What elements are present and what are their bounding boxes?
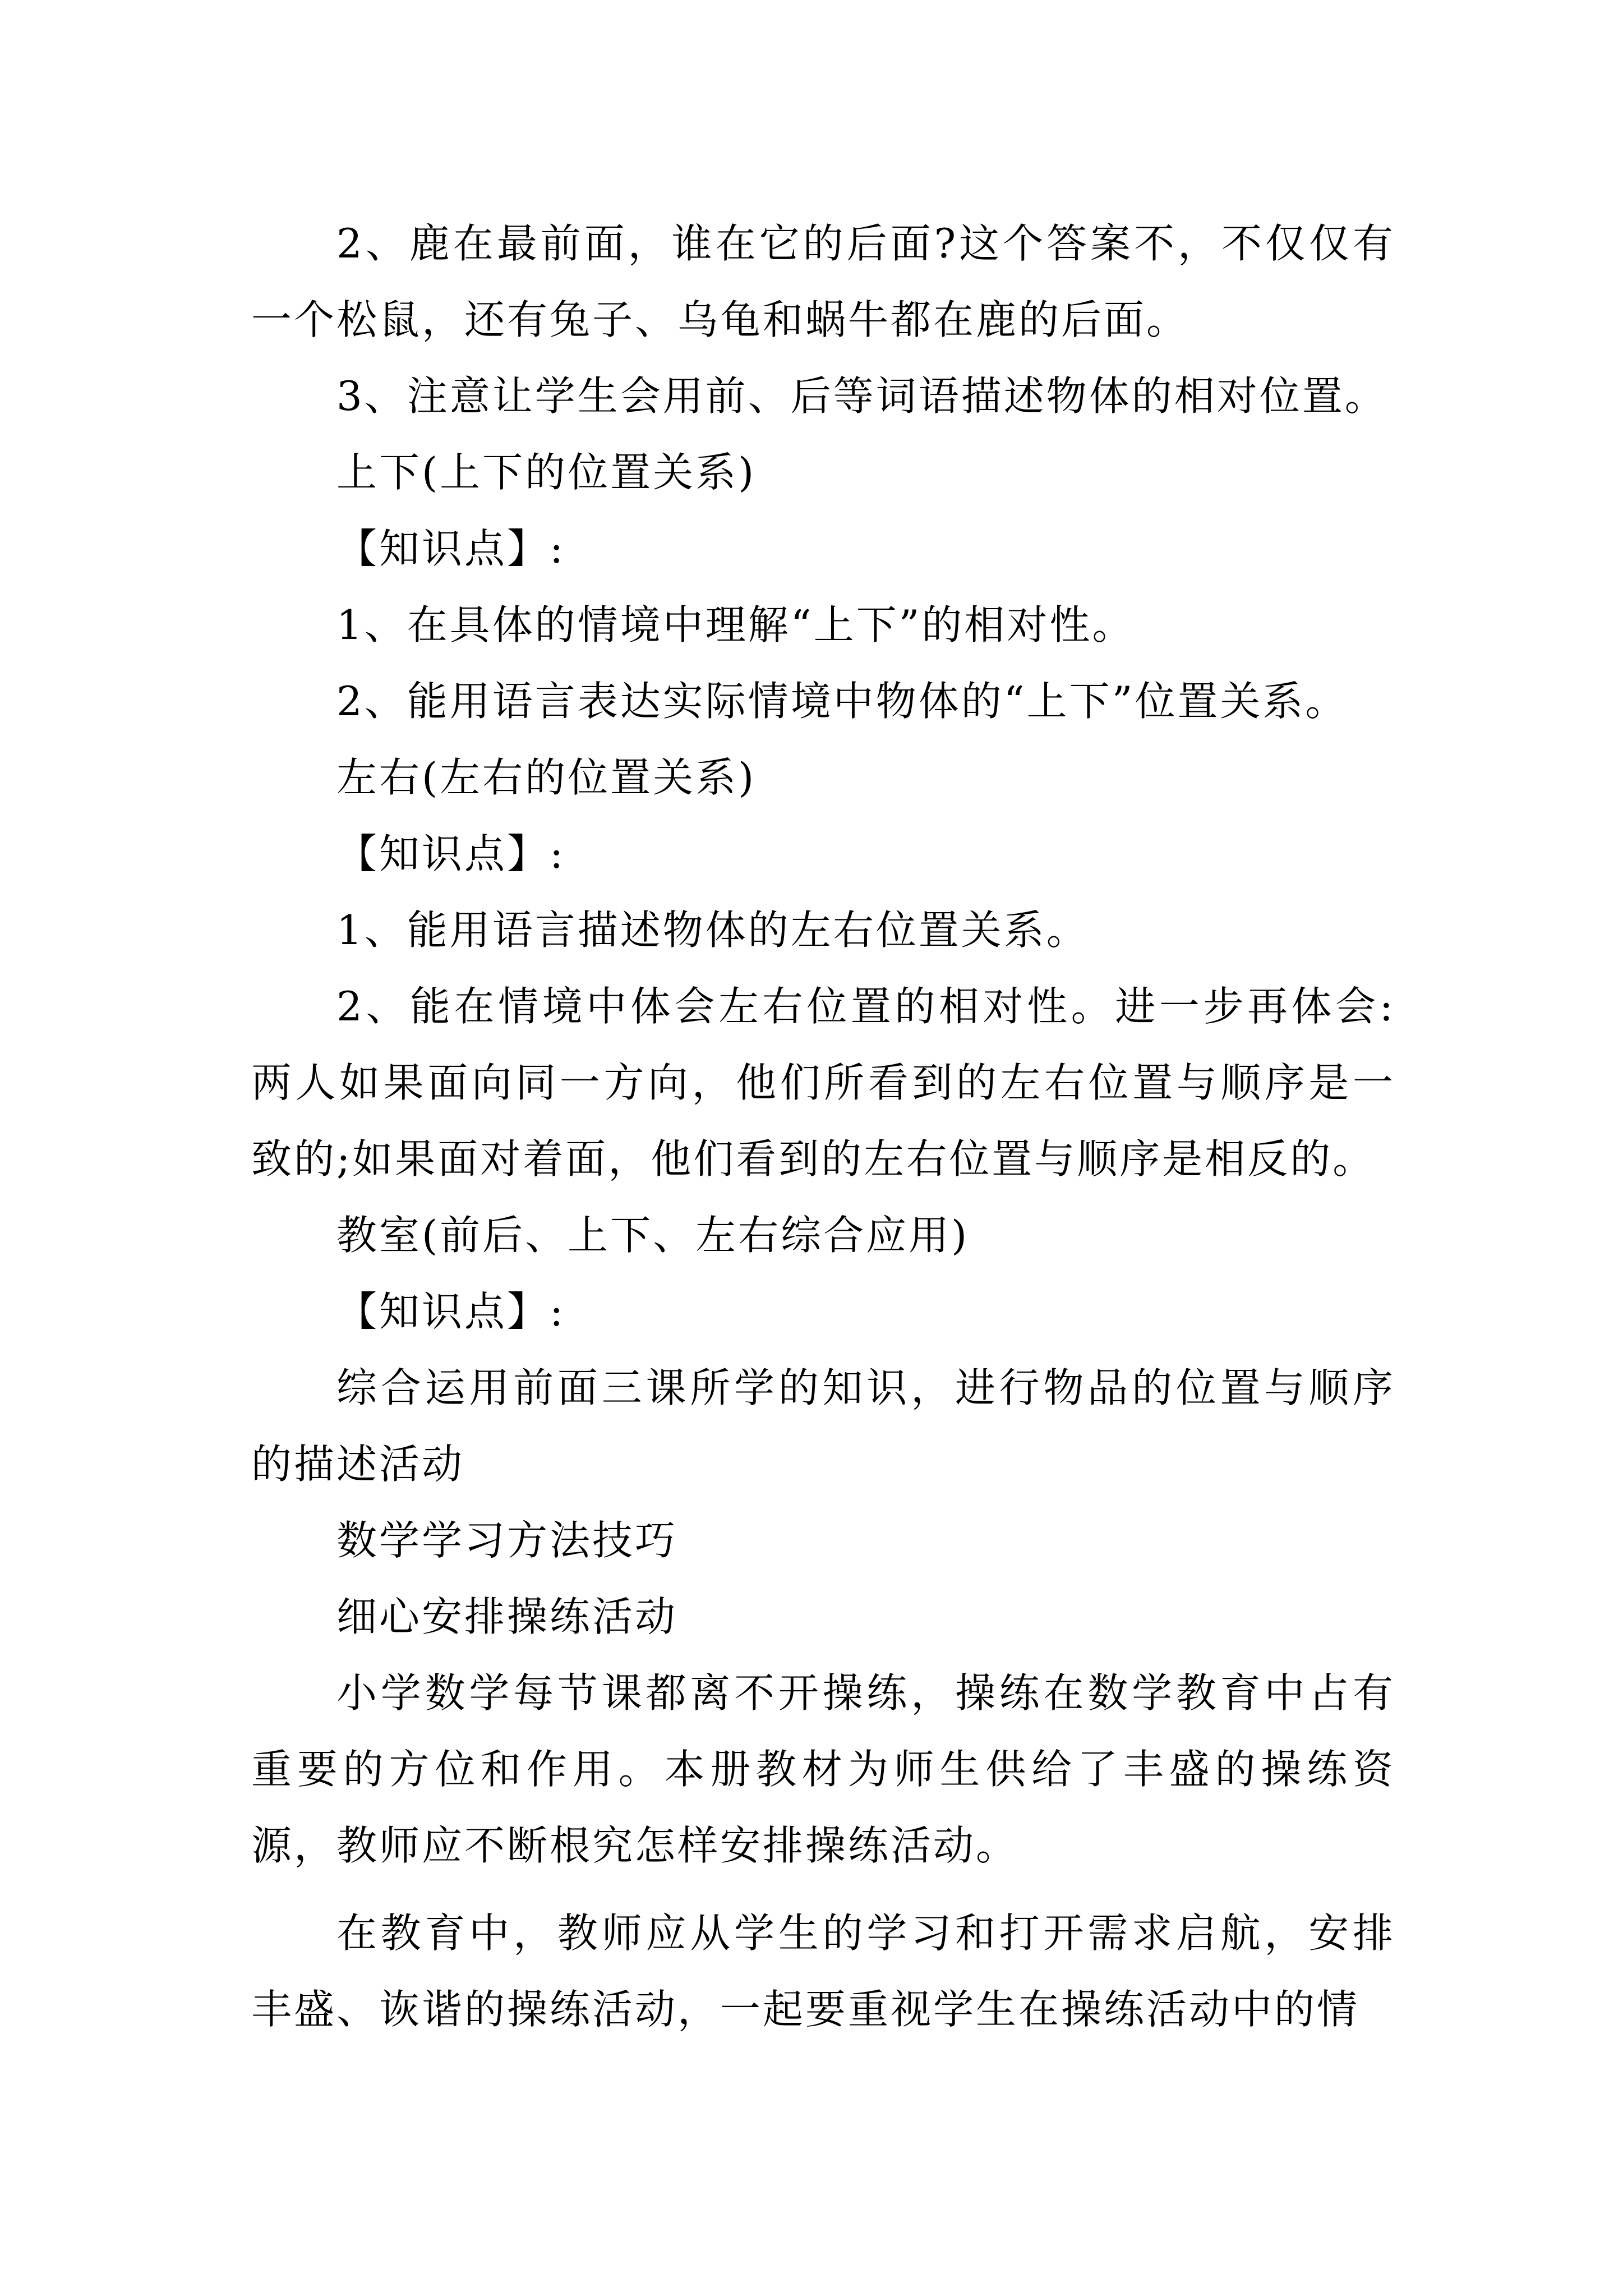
- section-heading-classroom: 教室(前后、上下、左右综合应用): [336, 1212, 970, 1259]
- knowledge-point-label: 【知识点】:: [336, 1288, 566, 1335]
- document-body: [251, 205, 1395, 2047]
- paragraph-up-down-relativity: 1、在具体的情境中理解“上下”的相对性。: [336, 601, 1135, 648]
- section-heading-math-methods: 数学学习方法技巧: [336, 1517, 678, 1564]
- paragraph-practice-importance: 小学数学每节课都离不开操练，操练在数学教育中占有重要的方位和作用。本册教材为师生供给了丰盛的操练资源，教师应不断根究怎样安排操练活动。: [251, 1669, 1395, 1869]
- knowledge-point-label: 【知识点】:: [336, 830, 566, 877]
- section-heading-practice-activities: 细心安排操练活动: [336, 1593, 678, 1640]
- section-heading-left-right: 左右(左右的位置关系): [336, 754, 757, 801]
- paragraph-left-right-relativity: 2、能在情境中体会左右位置的相对性。进一步再体会:两人如果面向同一方向，他们所看到的左右位置与顺序是一致的;如果面对着面，他们看到的左右位置与顺序是相反的。: [251, 983, 1395, 1182]
- paragraph-deer-front: 2、鹿在最前面，谁在它的后面?这个答案不，不仅仅有一个松鼠，还有兔子、乌龟和蜗牛都在鹿的后面。: [251, 220, 1395, 343]
- knowledge-point-label: 【知识点】:: [336, 525, 566, 572]
- section-heading-up-down: 上下(上下的位置关系): [336, 449, 757, 496]
- paragraph-up-down-expression: 2、能用语言表达实际情境中物体的“上下”位置关系。: [336, 678, 1348, 725]
- paragraph-teaching-practice: 在教育中，教师应从学生的学习和打开需求启航，安排丰盛、诙谐的操练活动，一起要重视学生在操练活动中的情: [251, 1910, 1395, 2033]
- paragraph-comprehensive-application: 综合运用前面三课所学的知识，进行物品的位置与顺序的描述活动: [251, 1364, 1395, 1488]
- paragraph-front-back-words: 3、注意让学生会用前、后等词语描述物体的相对位置。: [336, 372, 1387, 420]
- paragraph-left-right-description: 1、能用语言描述物体的左右位置关系。: [336, 907, 1089, 954]
